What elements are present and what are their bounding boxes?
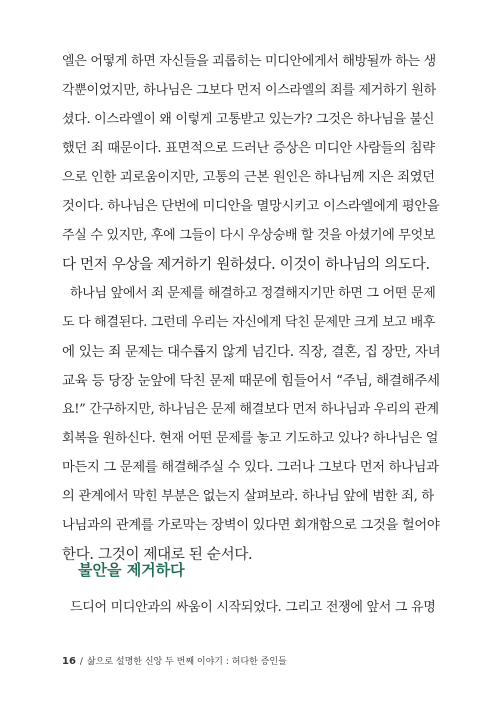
paragraph-line: 했던 죄 때문이다. 표면적으로 드러난 증상은 미디안 사람들의 침략	[62, 141, 435, 156]
paragraph-line: 드디어 미디안과의 싸움이 시작되었다. 그리고 전쟁에 앞서 그 유명	[70, 600, 436, 615]
paragraph-line: 의 관계에서 막힌 부분은 없는지 살펴보라. 하나님 앞에 범한 죄, 하	[62, 489, 434, 504]
paragraph-line: 셨다. 이스라엘이 왜 이렇게 고통받고 있는가? 그것은 하나님을 불신	[62, 112, 435, 127]
paragraph-line: 으로 인한 괴로움이지만, 고통의 근본 원인은 하나님께 지은 죄였던	[62, 170, 435, 185]
paragraph-line: 것이다. 하나님은 단번에 미디안을 멸망시키고 이스라엘에게 평안을	[62, 199, 440, 214]
page-footer	[62, 654, 287, 667]
paragraph-line: 엘은 어떻게 하면 자신들을 괴롭히는 미디안에게서 해방될까 하는 생	[62, 54, 436, 69]
paragraph-line: 각뿐이었지만, 하나님은 그보다 먼저 이스라엘의 죄를 제거하기 원하	[62, 83, 436, 98]
paragraph-line: 요!” 간구하지만, 하나님은 문제 해결보다 먼저 하나님과 우리의 관계	[62, 402, 439, 417]
paragraph-line: 교육 등 당장 눈앞에 닥친 문제 때문에 힘들어서 “주님, 해결해주세	[62, 373, 440, 389]
paragraph-line: 도 다 해결된다. 그런데 우리는 자신에게 닥친 문제만 크게 보고 배후	[62, 315, 436, 330]
paragraph-line: 마든지 그 문제를 해결해주실 수 있다. 그러나 그보다 먼저 하나님과	[62, 460, 439, 475]
paragraph-line: 하나님 앞에서 죄 문제를 해결하고 정결해지기만 하면 그 어떤 문제	[70, 286, 436, 301]
paragraph-line: 에 있는 죄 문제는 대수롭지 않게 넘긴다. 직장, 결혼, 집 장만, 자녀	[62, 344, 441, 360]
section-heading: 불안을 제거하다	[78, 561, 185, 579]
book-title: 삶으로 설명한 신앙 두 번째 이야기 : 허다한 증인들	[86, 657, 287, 667]
paragraph-line: 회복을 원하신다. 현재 어떤 문제를 놓고 기도하고 있나? 하나님은 얼	[62, 431, 438, 446]
footer-separator: /	[79, 657, 83, 667]
paragraph-line: 주실 수 있지만, 후에 그들이 다시 우상숭배 할 것을 아셨기에 무엇보	[62, 228, 436, 243]
page-number: 16	[62, 656, 76, 667]
paragraph-line: 다 먼저 우상을 제거하기 원하셨다. 이것이 하나님의 의도다.	[62, 257, 430, 273]
paragraph-line: 나님과의 관계를 가로막는 장벽이 있다면 회개함으로 그것을 헐어야	[62, 518, 440, 533]
paragraph-line: 한다. 그것이 제대로 된 순서다.	[62, 547, 253, 563]
